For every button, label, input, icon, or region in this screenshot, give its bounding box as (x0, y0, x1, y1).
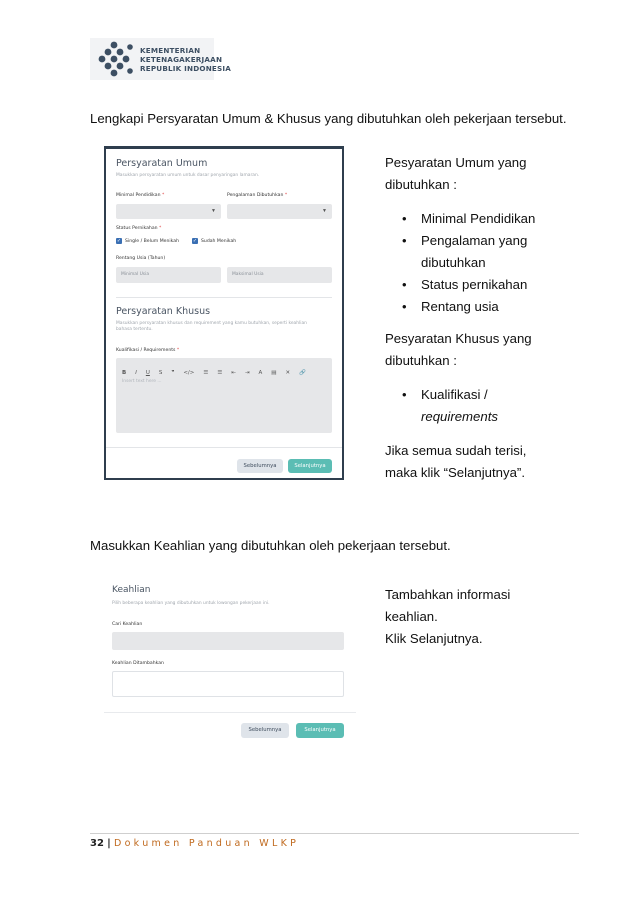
strikethrough-icon[interactable]: S (158, 370, 163, 376)
umum-item: • Minimal Pendidikan (383, 208, 585, 230)
next-button[interactable]: Selanjutnya (288, 459, 332, 473)
form-title: Persyaratan Umum (116, 158, 208, 169)
link-icon[interactable]: 🔗 (299, 370, 306, 376)
min-usia-placeholder: Minimal Usia (121, 272, 150, 277)
divider-footer (106, 447, 342, 448)
search-skill-input[interactable] (112, 632, 344, 650)
underline-icon[interactable]: U (145, 370, 150, 376)
side2-line3: Klik Selanjutnya. (385, 631, 483, 646)
khusus-title: Persyaratan Khusus (116, 306, 211, 317)
divider (116, 297, 332, 298)
editor-placeholder: Insert text here ... (122, 379, 162, 384)
umum-item: • Pengalaman yang (383, 230, 585, 252)
closing-line1: Jika semua sudah terisi, (385, 443, 527, 458)
skills-title: Keahlian (112, 585, 151, 595)
section1-intro: Lengkapi Persyaratan Umum & Khusus yang dibutuhkan oleh pekerjaan tersebut. (90, 111, 567, 126)
option-single-label: Single / Belum Menikah (125, 239, 179, 244)
checkbox-single[interactable]: ✓ (116, 238, 122, 244)
italic-icon[interactable]: I (135, 370, 137, 376)
umum-heading-line2: dibutuhkan : (385, 177, 457, 192)
khusus-item-cont: requirements (421, 409, 498, 424)
outdent-icon[interactable]: ⇤ (231, 370, 236, 376)
label-keahlian-ditambahkan: Keahlian Ditambahkan (112, 661, 164, 666)
input-min-usia[interactable] (116, 267, 221, 283)
umum-item: • Status pernikahan (383, 274, 585, 296)
khusus-heading-line1: Pesyaratan Khusus yang (385, 331, 532, 346)
prev-button[interactable]: Sebelumnya (241, 723, 289, 738)
form-subtitle: Masukkan persyaratan umum untuk dasar penyaringan lamaran. (116, 173, 260, 178)
requirements-form-screenshot (104, 146, 344, 480)
section2-intro: Masukkan Keahlian yang dibutuhkan oleh pekerjaan tersebut. (90, 538, 451, 553)
option-menikah-label: Sudah Menikah (201, 239, 237, 244)
chevron-down-icon: ▼ (211, 208, 216, 214)
indent-icon[interactable]: ⇥ (244, 370, 250, 376)
section1-side-text (385, 152, 585, 484)
max-usia-placeholder: Maksimal Usia (232, 272, 264, 277)
label-kualifikasi: Kualifikasi / Requirements * (116, 348, 180, 353)
label-pengalaman: Pengalaman Dibutuhkan * (227, 193, 288, 198)
page-footer (90, 838, 299, 849)
added-skills-box[interactable] (112, 671, 344, 697)
select-pendidikan[interactable] (116, 204, 221, 219)
checkbox-menikah[interactable]: ✓ (192, 238, 198, 244)
skills-form-screenshot (104, 575, 356, 745)
input-max-usia[interactable] (227, 267, 332, 283)
khusus-subtitle: Masukkan persyaratan khusus dan requirement yang kamu butuhkan, seperti keahlian bahasa tertentu. (116, 321, 307, 332)
ordered-list-icon[interactable]: ☰ (203, 370, 209, 376)
next-button[interactable]: Selanjutnya (296, 723, 344, 738)
select-pengalaman[interactable] (227, 204, 332, 219)
clear-format-icon[interactable]: ✕ (285, 370, 291, 376)
label-pendidikan: Minimal Pendidikan * (116, 193, 165, 198)
page-number: 32 (90, 838, 104, 849)
divider (104, 712, 356, 713)
editor-toolbar (122, 361, 315, 379)
label-usia: Rentang Usia (Tahun) (116, 256, 166, 261)
logo-text: KEMENTERIAN KETENAGAKERJAAN REPUBLIK INDONESIA (140, 46, 232, 73)
prev-button[interactable]: Sebelumnya (237, 459, 283, 473)
code-icon[interactable]: </> (183, 370, 195, 376)
font-color-icon[interactable]: A (258, 370, 263, 376)
align-icon[interactable]: ▤ (271, 370, 277, 376)
footer-separator: | (107, 838, 111, 849)
footer-rule (90, 833, 579, 834)
label-status: Status Pernikahan * (116, 226, 162, 231)
label-cari-keahlian: Cari Keahlian (112, 622, 143, 627)
umum-item-cont: dibutuhkan (421, 255, 486, 270)
umum-heading-line1: Pesyaratan Umum yang (385, 155, 527, 170)
quote-icon[interactable]: ❞ (171, 370, 175, 376)
bullet-list-icon[interactable]: ☰ (217, 370, 223, 376)
chevron-down-icon: ▼ (322, 208, 327, 214)
section2-side-text (385, 584, 585, 650)
khusus-item: • Kualifikasi / (383, 384, 585, 406)
editor-kualifikasi[interactable] (116, 358, 332, 433)
skills-subtitle: Pilih beberapa keahlian yang dibutuhkan untuk lowongan pekerjaan ini. (112, 601, 270, 606)
closing-line2: maka klik “Selanjutnya”. (385, 465, 525, 480)
side2-line2: keahlian. (385, 609, 438, 624)
umum-item: • Rentang usia (383, 296, 585, 318)
bold-icon[interactable]: B (122, 370, 127, 376)
side2-line1: Tambahkan informasi (385, 587, 511, 602)
document-title: Dokumen Panduan WLKP (113, 838, 300, 849)
khusus-heading-line2: dibutuhkan : (385, 353, 457, 368)
